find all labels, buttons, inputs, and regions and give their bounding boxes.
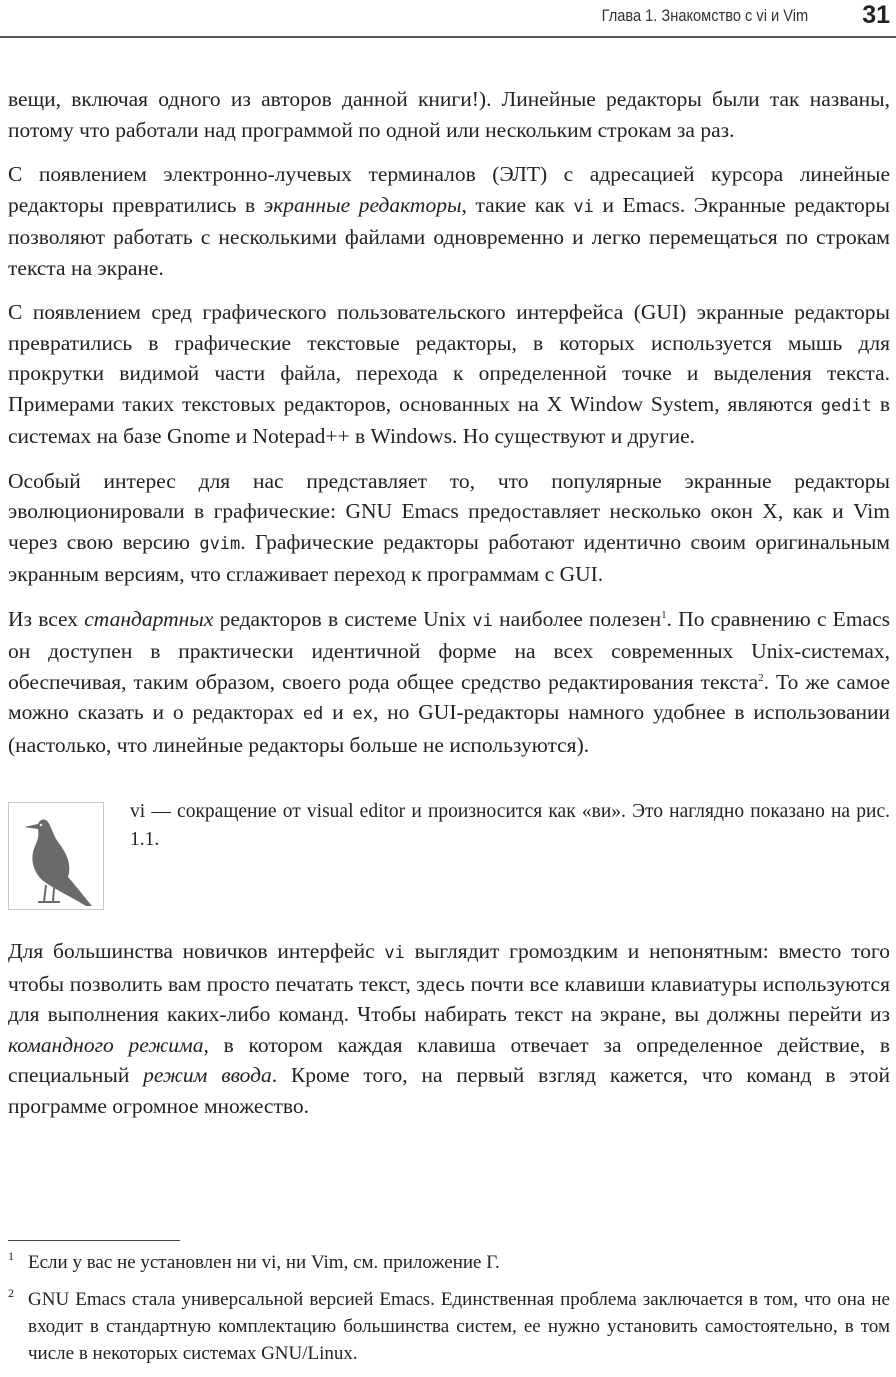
text-run: вещи, включая одного из авторов данной книги!). Линейные редакторы были так названы, потому что работали над программой по одной или нескольким строкам за раз. bbox=[8, 87, 890, 142]
text-run: и Emacs. Экранные редакторы позволяют работать с несколькими файлами одновременно и легко перемещаться по строкам текста на экране. bbox=[8, 192, 890, 280]
text-run: . Кроме того, на первый взгляд кажется, что команд в этой программе огромное множество. bbox=[8, 1063, 890, 1118]
text-run: в системах на базе Gnome и Notepad++ в Windows. Но существуют и другие. bbox=[8, 391, 890, 448]
footnote-ref: 1 bbox=[661, 608, 667, 621]
paragraph bbox=[8, 84, 890, 145]
running-head bbox=[0, 0, 896, 38]
footnote-text: GNU Emacs стала универсальной версией Emacs. Единственная проблема заключается в том, что она не входит в стандартную комплектацию большинства систем, ее нужно установить самостоятельно, в том числе в некоторых системах GNU/Linux. bbox=[28, 1289, 890, 1364]
paragraph bbox=[8, 159, 890, 283]
text-run: . То же самое можно сказать и о редакторах bbox=[8, 669, 891, 724]
text-run: С появлением сред графического пользовательского интерфейса (GUI) экранные редакторы превратились в графические текстовые редакторы, в которых используется мышь для прокрутки видимой части файла, перехода к определенной точке и выделения текста. Примерами таких текстовых редакторов, основанных на X Window System, являются bbox=[8, 300, 890, 416]
emphasis-text: экранные редакторы bbox=[263, 192, 462, 217]
paragraph bbox=[8, 466, 890, 590]
page-number: 31 bbox=[862, 1, 890, 29]
footnote-text: Если у вас не установлен ни vi, ни Vim, см. приложение Г. bbox=[28, 1252, 500, 1273]
note-block bbox=[8, 798, 890, 916]
paragraph bbox=[8, 297, 890, 452]
footnote-number: 2 bbox=[8, 1286, 14, 1300]
footnote-number: 1 bbox=[8, 1249, 14, 1263]
text-run: Из всех bbox=[8, 606, 85, 631]
text-run: , такие как bbox=[461, 192, 574, 217]
body-text bbox=[8, 84, 890, 1135]
text-run: , в котором каждая клавиша отвечает за определенное действие, в специальный bbox=[8, 1032, 890, 1087]
footnote bbox=[8, 1249, 890, 1276]
code-term: vi bbox=[472, 610, 493, 631]
text-run: , но GUI-редакторы намного удобнее в использовании (настолько, что линейные редакторы больше не используются). bbox=[8, 700, 890, 757]
code-term: vi bbox=[384, 943, 405, 963]
text-run: Для большинства новичков интерфейс bbox=[8, 939, 385, 963]
code-term: gvim bbox=[199, 533, 241, 554]
code-term: vi bbox=[573, 196, 594, 217]
code-term: gedit bbox=[820, 395, 872, 416]
emphasis-text: режим ввода bbox=[143, 1063, 272, 1087]
paragraphs-before-note bbox=[8, 84, 890, 760]
text-run: и bbox=[323, 700, 353, 724]
text-run: редакторов в системе Unix bbox=[213, 606, 473, 631]
note-text: vi — сокращение от visual editor и произносится как «ви». Это наглядно показано на рис. 1.1. bbox=[130, 801, 890, 850]
paragraph bbox=[8, 604, 890, 761]
footnote-ref: 2 bbox=[758, 671, 764, 684]
crow-icon bbox=[8, 802, 104, 910]
text-run: наиболее полезен bbox=[492, 606, 662, 631]
footnote-rule bbox=[8, 1240, 180, 1241]
paragraphs-after-note bbox=[8, 936, 890, 1121]
footnote bbox=[8, 1286, 890, 1367]
code-term: ed bbox=[302, 704, 324, 724]
text-run: . По сравнению с Emacs он доступен в практически идентичной форме на всех современных Unix-системах, обеспечивая, таким образом, своего рода общее средство редактирования текста bbox=[8, 606, 890, 694]
text-run: С появлением электронно-лучевых терминалов (ЭЛТ) с адресацией курсора линейные редакторы превратились в bbox=[8, 162, 890, 217]
paragraph bbox=[8, 936, 890, 1121]
chapter-title: Глава 1. Знакомство с vi и Vim bbox=[601, 6, 808, 25]
code-term: ex bbox=[352, 704, 373, 724]
text-run: . Графические редакторы работают идентично своим оригинальным экранным версиям, что сглаживает переход к программам с GUI. bbox=[8, 529, 890, 586]
text-run: выглядит громоздким и непонятным: вместо того чтобы позволить вам просто печатать текст, здесь почти все клавиши клавиатуры используются для выполнения каких-либо команд. Чтобы набирать текст на экране, вы должны перейти из bbox=[8, 939, 890, 1026]
footnotes bbox=[8, 1249, 890, 1377]
emphasis-text: стандартных bbox=[84, 606, 214, 631]
emphasis-text: командного режима bbox=[8, 1032, 204, 1057]
text-run: Особый интерес для нас представляет то, что популярные экранные редакторы эволюционировали в графические: GNU Emacs предоставляет несколько окон X, как и Vim через свою версию bbox=[8, 468, 890, 554]
